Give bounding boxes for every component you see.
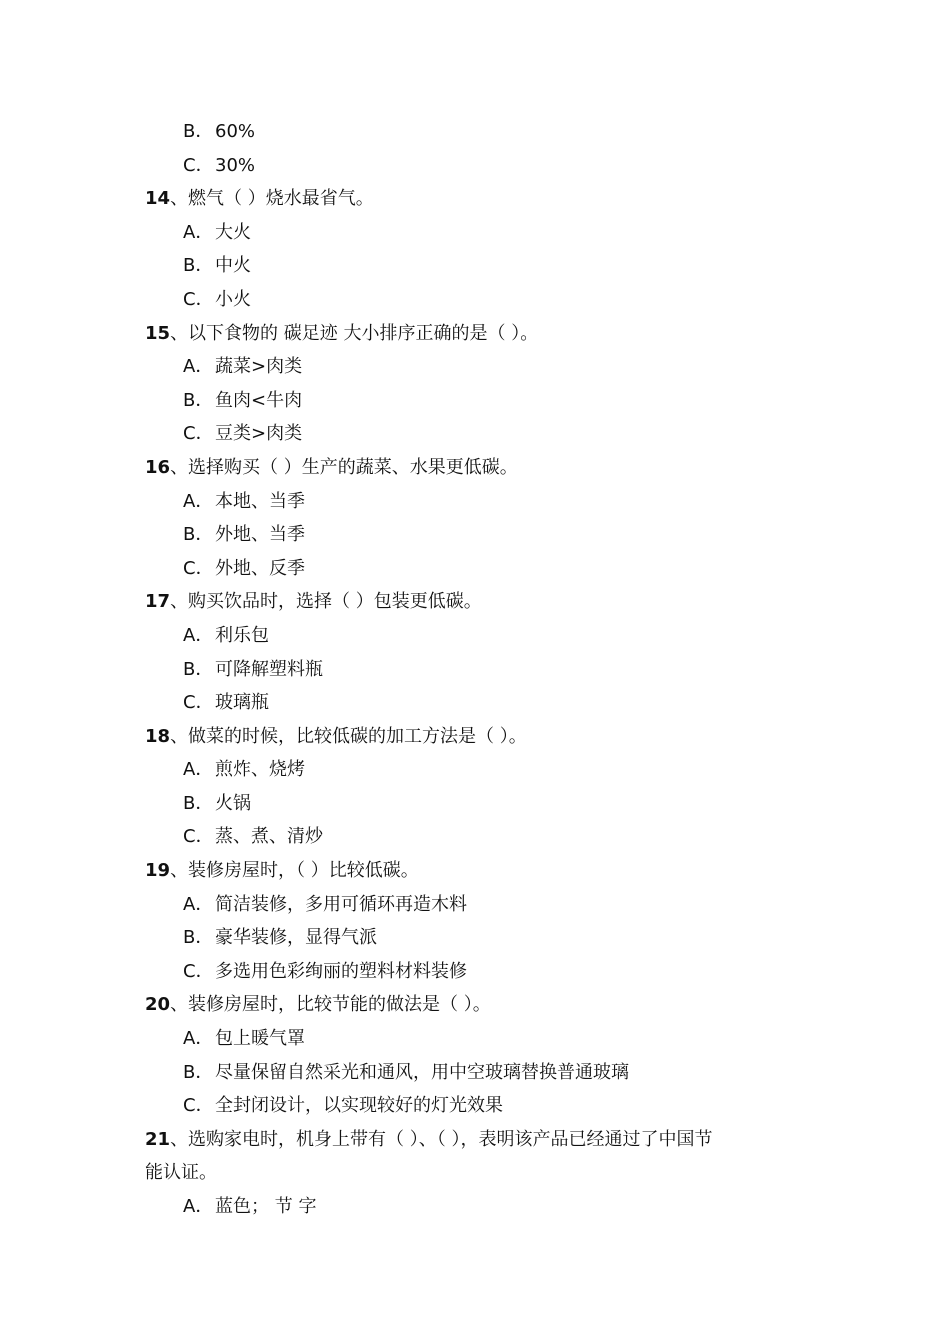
option-letter: A． — [183, 1028, 214, 1050]
option-letter: C． — [183, 557, 214, 579]
question-number: 15 — [145, 322, 171, 344]
question-text: 、选择购买（ ）生产的蔬菜、水果更低碳。 — [170, 456, 518, 478]
question-number: 16 — [145, 456, 171, 478]
question-14 — [145, 182, 825, 216]
option-letter: C． — [183, 423, 214, 445]
option-letter: A． — [183, 893, 214, 915]
question-text: 、做菜的时候，比较低碳的加工方法是（ ）。 — [170, 725, 527, 747]
option-text: 简洁装修，多用可循环再造木料 — [215, 893, 467, 915]
option-letter: C． — [183, 288, 214, 310]
answer-option — [145, 820, 825, 854]
option-letter: B． — [183, 658, 214, 680]
option-letter: A． — [183, 221, 214, 243]
option-letter: A． — [183, 759, 214, 781]
option-letter: C． — [183, 692, 214, 714]
question-19 — [145, 854, 825, 888]
answer-option — [145, 518, 825, 552]
answer-option — [145, 149, 825, 183]
question-20 — [145, 988, 825, 1022]
option-letter: C． — [183, 1095, 214, 1117]
option-text: 包上暖气罩 — [215, 1028, 305, 1050]
answer-option — [145, 1056, 825, 1090]
option-text: 豆类>肉类 — [215, 423, 303, 445]
option-text: 全封闭设计，以实现较好的灯光效果 — [215, 1095, 503, 1117]
option-letter: B． — [183, 121, 214, 142]
answer-option — [145, 350, 825, 384]
option-text: 小火 — [215, 288, 251, 310]
option-text: 煎炸、烧烤 — [215, 759, 305, 781]
option-text: 火锅 — [215, 792, 251, 814]
answer-option — [145, 1190, 825, 1224]
question-18 — [145, 720, 825, 754]
question-number: 17 — [145, 591, 171, 613]
option-letter: B． — [183, 927, 214, 949]
question-15 — [145, 317, 825, 351]
option-letter: A． — [183, 624, 214, 646]
option-text: 大火 — [215, 221, 251, 243]
question-text: 、购买饮品时，选择（ ）包装更低碳。 — [170, 591, 482, 613]
question-text: 、装修房屋时，比较节能的做法是（ ）。 — [170, 994, 491, 1016]
option-letter: B． — [183, 389, 214, 411]
answer-option — [145, 283, 825, 317]
option-text: 鱼肉<牛肉 — [215, 389, 303, 411]
question-text: 、以下食物的 碳足迹 大小排序正确的是（ ）。 — [170, 322, 539, 344]
question-number: 19 — [145, 860, 171, 882]
option-text: 多选用色彩绚丽的塑料材料装修 — [215, 960, 467, 982]
answer-option — [145, 1022, 825, 1056]
question-list — [145, 115, 825, 1224]
answer-option — [145, 384, 825, 418]
answer-option — [145, 115, 825, 149]
option-text: 蔬菜>肉类 — [215, 356, 303, 378]
answer-option — [145, 686, 825, 720]
option-letter: B． — [183, 792, 214, 814]
answer-option — [145, 753, 825, 787]
answer-option — [145, 417, 825, 451]
answer-option — [145, 653, 825, 687]
question-number: 21 — [145, 1128, 171, 1150]
option-text: 可降解塑料瓶 — [215, 658, 323, 680]
option-text: 中火 — [215, 255, 251, 277]
question-text: 、燃气（ ）烧水最省气。 — [170, 188, 374, 210]
option-letter: C． — [183, 154, 214, 176]
option-letter: A． — [183, 490, 214, 512]
question-number: 20 — [145, 994, 171, 1016]
option-text: 30% — [215, 154, 256, 176]
option-text: 60% — [215, 121, 256, 142]
answer-option — [145, 921, 825, 955]
question-number: 18 — [145, 725, 171, 747]
option-letter: C． — [183, 960, 214, 982]
question-17 — [145, 585, 825, 619]
option-text: 蓝色； 节 字 — [215, 1196, 317, 1217]
option-text: 外地、当季 — [215, 524, 305, 546]
option-letter: B． — [183, 1061, 214, 1083]
option-text: 玻璃瓶 — [215, 692, 269, 714]
option-letter: C． — [183, 826, 214, 848]
question-continuation: 能认证。 — [145, 1162, 217, 1184]
answer-option — [145, 619, 825, 653]
answer-option — [145, 955, 825, 989]
answer-option — [145, 216, 825, 250]
question-21 — [145, 1123, 825, 1157]
answer-option — [145, 1089, 825, 1123]
answer-option — [145, 485, 825, 519]
question-number: 14 — [145, 188, 171, 210]
answer-option — [145, 888, 825, 922]
option-letter: A． — [183, 1196, 214, 1217]
question-text: 、装修房屋时，（ ）比较低碳。 — [170, 860, 419, 882]
question-16 — [145, 451, 825, 485]
question-text: 、选购家电时，机身上带有（ ）、（ ），表明该产品已经通过了中国节 — [170, 1128, 713, 1150]
answer-option — [145, 249, 825, 283]
option-text: 尽量保留自然采光和通风，用中空玻璃替换普通玻璃 — [215, 1061, 629, 1083]
answer-option — [145, 552, 825, 586]
option-text: 豪华装修，显得气派 — [215, 927, 377, 949]
option-letter: A． — [183, 356, 214, 378]
option-text: 本地、当季 — [215, 490, 305, 512]
option-letter: B． — [183, 255, 214, 277]
option-text: 蒸、煮、清炒 — [215, 826, 323, 848]
answer-option — [145, 787, 825, 821]
option-text: 外地、反季 — [215, 557, 305, 579]
option-text: 利乐包 — [215, 624, 269, 646]
option-letter: B． — [183, 524, 214, 546]
